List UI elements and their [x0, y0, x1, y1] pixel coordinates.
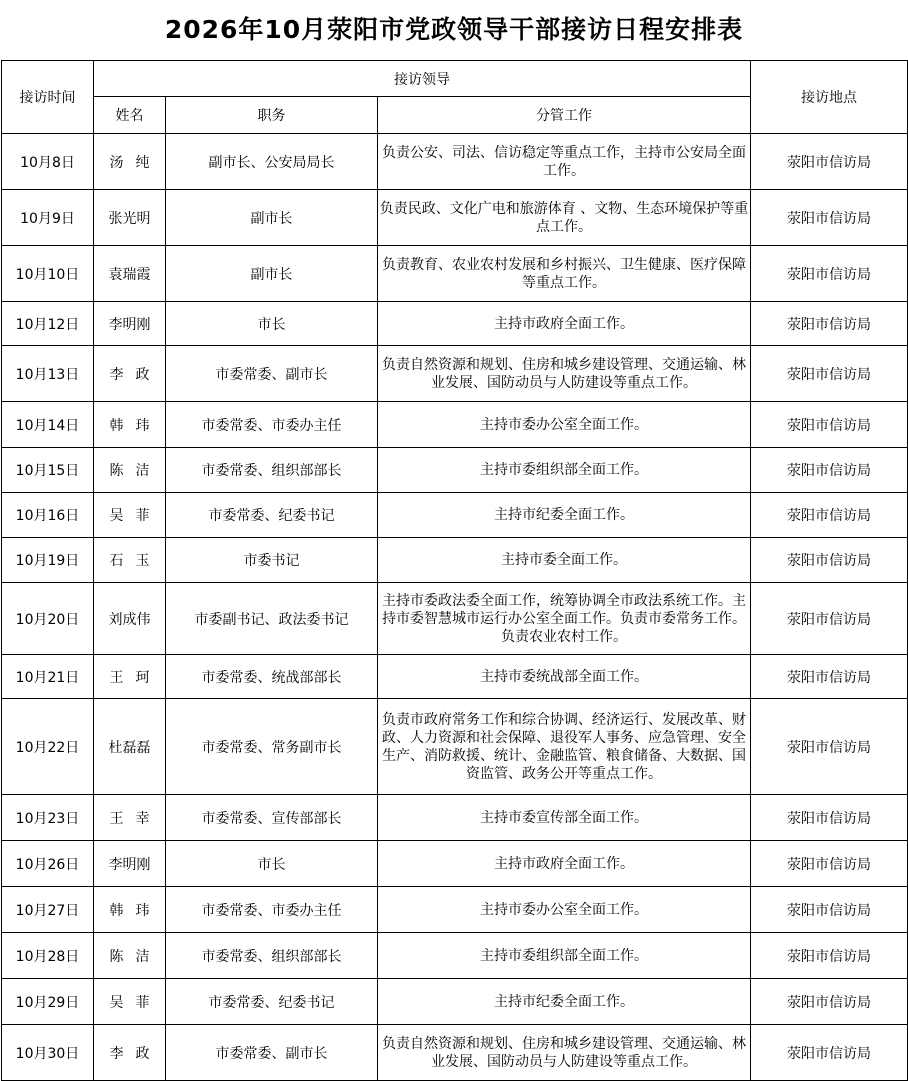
cell-name: 韩玮 — [94, 402, 166, 448]
table-row — [2, 402, 908, 448]
table-row — [2, 190, 908, 246]
cell-duty: 主持市委组织部全面工作。 — [378, 448, 751, 493]
cell-position: 市委常委、宣传部部长 — [166, 795, 378, 841]
cell-location: 荥阳市信访局 — [751, 302, 908, 346]
table-row — [2, 246, 908, 302]
cell-duty: 负责市政府常务工作和综合协调、经济运行、发展改革、财政、人力资源和社会保障、退役军人事务、应急管理、安全生产、消防救援、统计、金融监管、粮食储备、大数据、国资监管、政务公开等重点工作。 — [378, 699, 751, 795]
cell-location: 荥阳市信访局 — [751, 841, 908, 887]
cell-name: 汤纯 — [94, 134, 166, 190]
cell-name: 石玉 — [94, 538, 166, 583]
cell-date: 10月28日 — [2, 933, 94, 979]
cell-position: 市委常委、副市长 — [166, 1025, 378, 1081]
cell-duty: 主持市委统战部全面工作。 — [378, 655, 751, 699]
table-row — [2, 699, 908, 795]
cell-duty: 主持市委办公室全面工作。 — [378, 887, 751, 933]
header-time: 接访时间 — [2, 61, 94, 134]
cell-position: 副市长 — [166, 246, 378, 302]
cell-name: 李政 — [94, 346, 166, 402]
cell-position: 市长 — [166, 302, 378, 346]
cell-date: 10月15日 — [2, 448, 94, 493]
cell-duty: 主持市委组织部全面工作。 — [378, 933, 751, 979]
table-row — [2, 1025, 908, 1081]
cell-position: 市委副书记、政法委书记 — [166, 583, 378, 655]
cell-date: 10月30日 — [2, 1025, 94, 1081]
cell-position: 市委常委、常务副市长 — [166, 699, 378, 795]
header-position: 职务 — [166, 97, 378, 134]
cell-duty: 主持市政府全面工作。 — [378, 841, 751, 887]
table-row — [2, 538, 908, 583]
cell-date: 10月9日 — [2, 190, 94, 246]
cell-position: 市委常委、副市长 — [166, 346, 378, 402]
cell-location: 荥阳市信访局 — [751, 538, 908, 583]
schedule-table — [1, 60, 908, 1081]
table-row — [2, 795, 908, 841]
cell-date: 10月26日 — [2, 841, 94, 887]
cell-position: 市委常委、纪委书记 — [166, 979, 378, 1025]
cell-name: 陈洁 — [94, 448, 166, 493]
cell-position: 市委常委、组织部部长 — [166, 933, 378, 979]
cell-location: 荥阳市信访局 — [751, 246, 908, 302]
cell-duty: 主持市委宣传部全面工作。 — [378, 795, 751, 841]
cell-position: 市委书记 — [166, 538, 378, 583]
cell-location: 荥阳市信访局 — [751, 795, 908, 841]
cell-name: 王幸 — [94, 795, 166, 841]
cell-date: 10月27日 — [2, 887, 94, 933]
table-row — [2, 346, 908, 402]
cell-location: 荥阳市信访局 — [751, 979, 908, 1025]
cell-location: 荥阳市信访局 — [751, 493, 908, 538]
header-name: 姓名 — [94, 97, 166, 134]
table-row — [2, 841, 908, 887]
cell-location: 荥阳市信访局 — [751, 134, 908, 190]
cell-position: 市长 — [166, 841, 378, 887]
header-row-1 — [2, 61, 908, 97]
cell-name: 李明刚 — [94, 302, 166, 346]
table-row — [2, 134, 908, 190]
cell-position: 副市长、公安局局长 — [166, 134, 378, 190]
cell-date: 10月23日 — [2, 795, 94, 841]
cell-location: 荥阳市信访局 — [751, 933, 908, 979]
cell-duty: 负责自然资源和规划、住房和城乡建设管理、交通运输、林业发展、国防动员与人防建设等重点工作。 — [378, 346, 751, 402]
table-row — [2, 979, 908, 1025]
cell-duty: 主持市委全面工作。 — [378, 538, 751, 583]
cell-date: 10月20日 — [2, 583, 94, 655]
cell-duty: 主持市纪委全面工作。 — [378, 493, 751, 538]
cell-duty: 主持市委政法委全面工作，统筹协调全市政法系统工作。主持市委智慧城市运行办公室全面工作。负责市委常务工作。负责农业农村工作。 — [378, 583, 751, 655]
cell-date: 10月19日 — [2, 538, 94, 583]
cell-duty: 主持市委办公室全面工作。 — [378, 402, 751, 448]
cell-name: 陈洁 — [94, 933, 166, 979]
cell-duty: 负责公安、司法、信访稳定等重点工作，主持市公安局全面工作。 — [378, 134, 751, 190]
cell-position: 市委常委、纪委书记 — [166, 493, 378, 538]
cell-position: 市委常委、统战部部长 — [166, 655, 378, 699]
cell-location: 荥阳市信访局 — [751, 346, 908, 402]
table-row — [2, 933, 908, 979]
cell-name: 韩玮 — [94, 887, 166, 933]
cell-date: 10月16日 — [2, 493, 94, 538]
table-row — [2, 583, 908, 655]
cell-location: 荥阳市信访局 — [751, 655, 908, 699]
cell-location: 荥阳市信访局 — [751, 448, 908, 493]
cell-name: 杜磊磊 — [94, 699, 166, 795]
cell-name: 吴菲 — [94, 979, 166, 1025]
cell-name: 李政 — [94, 1025, 166, 1081]
cell-date: 10月21日 — [2, 655, 94, 699]
cell-location: 荥阳市信访局 — [751, 699, 908, 795]
cell-name: 吴菲 — [94, 493, 166, 538]
cell-name: 李明刚 — [94, 841, 166, 887]
page-title: 2026年10月荥阳市党政领导干部接访日程安排表 — [164, 15, 744, 44]
cell-location: 荥阳市信访局 — [751, 1025, 908, 1081]
table-row — [2, 887, 908, 933]
cell-name: 王珂 — [94, 655, 166, 699]
cell-date: 10月10日 — [2, 246, 94, 302]
table-row — [2, 655, 908, 699]
schedule-rows — [2, 134, 908, 1081]
cell-position: 市委常委、市委办主任 — [166, 887, 378, 933]
cell-location: 荥阳市信访局 — [751, 402, 908, 448]
cell-duty: 负责民政、文化广电和旅游体育 、文物、生态环境保护等重点工作。 — [378, 190, 751, 246]
cell-date: 10月8日 — [2, 134, 94, 190]
cell-date: 10月29日 — [2, 979, 94, 1025]
table-row — [2, 493, 908, 538]
cell-date: 10月14日 — [2, 402, 94, 448]
cell-duty: 主持市纪委全面工作。 — [378, 979, 751, 1025]
cell-position: 市委常委、组织部部长 — [166, 448, 378, 493]
cell-name: 袁瑞霞 — [94, 246, 166, 302]
cell-duty: 负责自然资源和规划、住房和城乡建设管理、交通运输、林业发展、国防动员与人防建设等重点工作。 — [378, 1025, 751, 1081]
cell-date: 10月12日 — [2, 302, 94, 346]
table-row — [2, 448, 908, 493]
cell-date: 10月13日 — [2, 346, 94, 402]
cell-location: 荥阳市信访局 — [751, 190, 908, 246]
header-duty: 分管工作 — [378, 97, 751, 134]
header-leader-group: 接访领导 — [94, 61, 751, 97]
cell-date: 10月22日 — [2, 699, 94, 795]
cell-location: 荥阳市信访局 — [751, 887, 908, 933]
table-row — [2, 302, 908, 346]
header-location: 接访地点 — [751, 61, 908, 134]
cell-duty: 主持市政府全面工作。 — [378, 302, 751, 346]
cell-position: 市委常委、市委办主任 — [166, 402, 378, 448]
cell-name: 刘成伟 — [94, 583, 166, 655]
cell-position: 副市长 — [166, 190, 378, 246]
cell-duty: 负责教育、农业农村发展和乡村振兴、卫生健康、医疗保障等重点工作。 — [378, 246, 751, 302]
cell-name: 张光明 — [94, 190, 166, 246]
cell-location: 荥阳市信访局 — [751, 583, 908, 655]
